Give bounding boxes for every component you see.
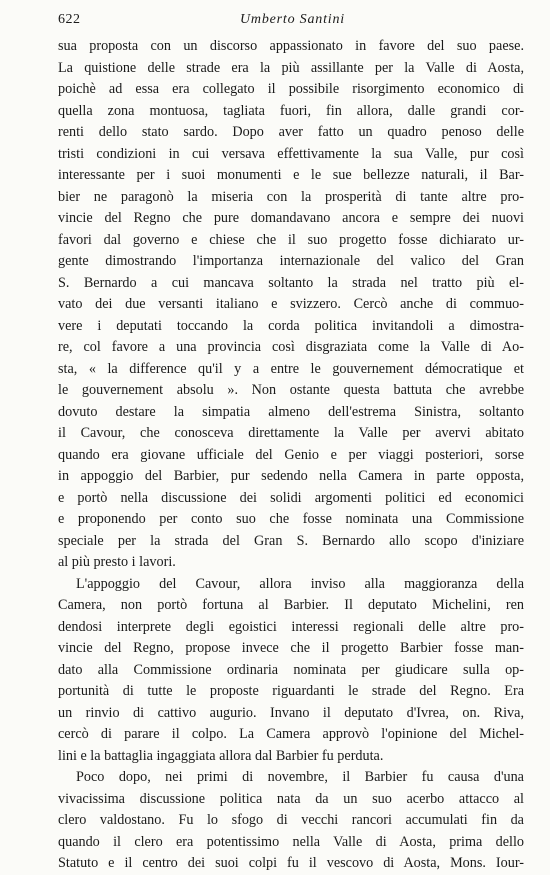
text-line: vincie del Regno, propose invece che il progetto Barbier fosse man- <box>58 640 524 656</box>
text-line: La quistione delle strade era la più assillante per la Valle di Aosta, <box>58 59 524 76</box>
text-line: tristi condizioni in cui versava effettivamente la sua Valle, pur così <box>58 145 524 162</box>
text-line: S. Bernardo a cui mancava soltanto la strada nel tratto più el- <box>58 274 524 291</box>
text-line: vivacissima discussione politica nata da un suo acerbo attacco al <box>58 790 524 807</box>
text-line: bier ne paragonò la miseria con la prosperità di tante altre pro- <box>58 188 524 205</box>
text-line: dendosi interprete degli egoistici interessi regionali delle altre pro- <box>58 618 524 635</box>
text-line: vato dei due versanti italiano e svizzero. Cercò anche di commuo- <box>58 296 524 312</box>
page-header <box>58 12 530 32</box>
text-line: un rinvio di cattivo augurio. Invano il deputato d'Ivrea, on. Riva, <box>58 704 524 721</box>
text-line: favori dal governo e chiese che il suo progetto fosse dichiarato ur- <box>58 231 524 248</box>
text-line: poichè ad essa era collegato il possibile risorgimento economico di <box>58 81 524 97</box>
text-line: sua proposta con un discorso appassionato in favore del suo paese. <box>58 38 524 54</box>
text-line: e portò nella discussione dei solidi argomenti politici ed economici <box>58 489 524 506</box>
text-line: quando era giovane ufficiale del Genio e per viaggi posteriori, sorse <box>58 446 524 463</box>
text-line: Poco dopo, nei primi di novembre, il Barbier fu causa d'una <box>76 769 524 785</box>
text-line: portunità di tutte le proposte riguardanti le strade del Regno. Era <box>58 683 524 699</box>
text-line: Statuto e il centro dei suoi colpi fu il vescovo di Aosta, Mons. Iour- <box>58 855 524 871</box>
text-line: re, col favore a una provincia così disgraziata come la Valle di Ao- <box>58 339 524 355</box>
text-line: dato alla Commissione ordinaria nominata per giudicare sulla op- <box>58 661 524 678</box>
text-line: e proponendo per conto suo che fosse nominata una Commissione <box>58 511 524 527</box>
text-line: vincie del Regno che pure domandavano ancora e sempre dei nuovi <box>58 210 524 226</box>
text-line: renti dello stato sardo. Dopo aver fatto un quadro penoso delle <box>58 124 524 140</box>
running-title: Umberto Santini <box>240 12 345 27</box>
text-line: il Cavour, che conosceva direttamente la Valle per avervi abitato <box>58 425 524 441</box>
text-line: vere i deputati toccando la corda politica invitandoli a dimostra- <box>58 317 524 334</box>
text-line: sta, « la difference qu'il y a entre le gouvernement démocratique et <box>58 360 524 377</box>
text-line: in appoggio del Barbier, pur sedendo nella Camera in parte opposta, <box>58 468 524 484</box>
page-number: 622 <box>58 12 81 27</box>
text-line: Camera, non portò fortuna al Barbier. Il deputato Michelini, ren <box>58 597 524 613</box>
text-line: cercò di parare il colpo. La Camera approvò l'opinione del Michel- <box>58 726 524 742</box>
text-line: al più presto i lavori. <box>58 554 176 570</box>
text-line: interessante per i suoi monumenti e le sue bellezze naturali, il Bar- <box>58 167 524 183</box>
text-line: lini e la battaglia ingaggiata allora dal Barbier fu perduta. <box>58 747 384 764</box>
text-line: clero valdostano. Fu lo sfogo di vecchi rancori accumulati fin da <box>58 812 524 828</box>
text-line: le gouvernement absolu ». Non ostante questa battuta che avrebbe <box>58 382 524 398</box>
text-line: speciale per la strada del Gran S. Bernardo allo scopo d'iniziare <box>58 532 524 549</box>
text-line: quando il clero era potentissimo nella Valle di Aosta, prima dello <box>58 833 524 850</box>
text-line: quella zona montuosa, tagliata fuori, fin allora, dalle grandi cor- <box>58 102 524 119</box>
text-line: dovuto destare la simpatia almeno dell'estrema Sinistra, soltanto <box>58 403 524 420</box>
body-text <box>58 36 524 875</box>
text-line: L'appoggio del Cavour, allora inviso alla maggioranza della <box>76 575 524 592</box>
text-line: gente dimostrando l'importanza internazionale del valico del Gran <box>58 253 524 269</box>
